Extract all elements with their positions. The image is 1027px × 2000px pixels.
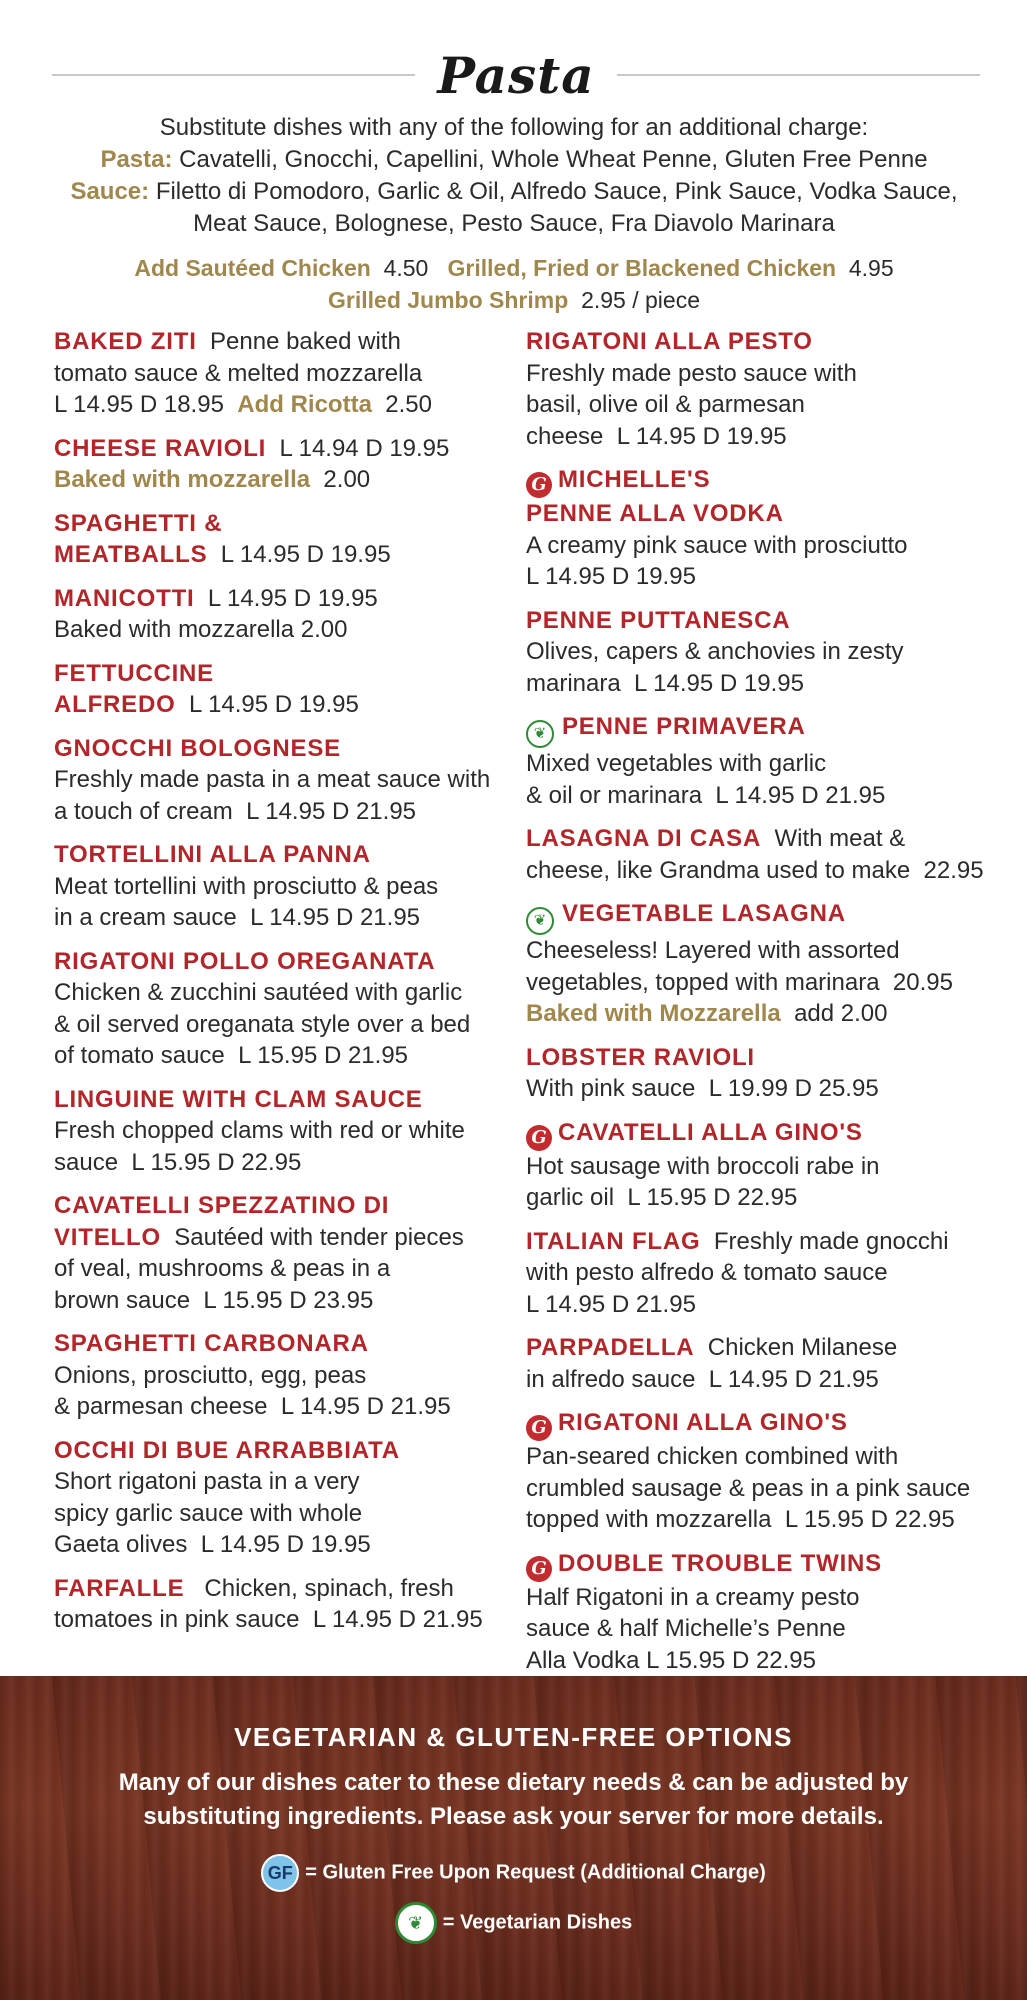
- menu-item-gnocchi-bolognese: [54, 733, 494, 828]
- sauce-options-2: Meat Sauce, Bolognese, Pesto Sauce, Fra Diavolo Marinara: [193, 210, 835, 237]
- item-desc: crumbled sausage & peas in a pink sauce: [526, 1474, 971, 1502]
- menu-item-penne-puttanesca: [526, 605, 986, 700]
- item-price: L 14.94 D 19.95: [279, 434, 450, 462]
- gino-signature-icon: G: [526, 472, 552, 498]
- menu-item-tortellini-alla-panna: [54, 839, 494, 934]
- item-price: L 14.95 D 21.95: [250, 904, 421, 931]
- item-desc: Freshly made pasta in a meat sauce with: [54, 766, 491, 793]
- item-addon-price: add 2.00: [794, 1000, 888, 1027]
- addon-jumbo-shrimp-price: 2.95 / piece: [581, 287, 700, 313]
- item-desc: Half Rigatoni in a creamy pesto: [526, 1583, 860, 1611]
- item-price: L 14.95 D 19.95: [526, 563, 696, 590]
- addon-sauteed-chicken: Add Sautéed Chicken: [134, 255, 371, 281]
- pasta-options: Cavatelli, Gnocchi, Capellini, Whole Wheat Penne, Gluten Free Penne: [179, 146, 928, 173]
- item-desc: Hot sausage with broccoli rabe in: [526, 1152, 880, 1180]
- item-price: L 15.95 D 23.95: [203, 1286, 374, 1314]
- item-desc: in a cream sauce: [54, 904, 237, 931]
- item-desc: Baked with mozzarella 2.00: [54, 616, 348, 643]
- menu-item-penne-primavera: [526, 711, 986, 811]
- item-price: L 14.95 D 19.95: [220, 541, 391, 568]
- item-desc: tomatoes in pink sauce: [54, 1606, 300, 1633]
- item-name: LASAGNA DI CASA: [526, 825, 762, 852]
- item-desc: With meat &: [774, 825, 906, 852]
- item-desc: with pesto alfredo & tomato sauce: [526, 1259, 888, 1286]
- title-divider-right: [617, 74, 980, 76]
- menu-item-farfalle: [54, 1573, 494, 1636]
- item-desc: Chicken, spinach, fresh: [204, 1574, 454, 1602]
- menu-item-spaghetti-carbonara: [54, 1328, 494, 1423]
- vegetarian-legend-text: = Vegetarian Dishes: [442, 1911, 633, 1934]
- item-desc: Fresh chopped clams with red or white: [54, 1117, 465, 1144]
- gino-signature-icon: G: [526, 1415, 552, 1441]
- sauce-options-1: Filetto di Pomodoro, Garlic & Oil, Alfredo Sauce, Pink Sauce, Vodka Sauce,: [155, 178, 958, 205]
- item-desc: & oil or marinara: [526, 781, 703, 809]
- item-price: L 14.95 D 21.95: [526, 1290, 696, 1318]
- gino-signature-icon: G: [526, 1556, 552, 1582]
- item-price: L 14.95 D 19.95: [188, 691, 359, 718]
- menu-item-penne-alla-vodka: [526, 464, 986, 593]
- item-price: L 14.95 D 19.95: [207, 584, 378, 612]
- item-desc: Alla Vodka: [526, 1646, 640, 1674]
- menu-item-rigatoni-ginos: [526, 1407, 986, 1536]
- item-desc: a touch of cream: [54, 797, 233, 825]
- item-desc: Meat tortellini with prosciutto & peas: [54, 872, 439, 900]
- dietary-options-footer: [0, 1676, 1027, 2000]
- legend-gluten-free: [0, 1854, 1027, 1892]
- vegetarian-leaf-icon: ❦: [526, 720, 554, 748]
- menu-item-linguine-clam-sauce: [54, 1084, 494, 1179]
- item-price: 22.95: [923, 856, 984, 884]
- item-price: L 15.95 D 22.95: [131, 1148, 302, 1176]
- item-name: DOUBLE TROUBLE TWINS: [558, 1549, 882, 1577]
- item-name: CHEESE RAVIOLI: [54, 434, 267, 462]
- item-addon: Add Ricotta: [237, 391, 372, 418]
- item-desc: sauce: [54, 1148, 119, 1176]
- item-price: L 15.95 D 22.95: [627, 1184, 798, 1211]
- intro-line: Substitute dishes with any of the following for an additional charge:: [159, 114, 869, 141]
- item-desc: With pink sauce: [526, 1075, 696, 1102]
- menu-item-vegetable-lasagna: [526, 898, 986, 1030]
- item-name: LINGUINE WITH CLAM SAUCE: [54, 1085, 423, 1113]
- item-desc: in alfredo sauce: [526, 1365, 696, 1393]
- addon-line-1: [60, 252, 968, 284]
- footer-description: [110, 1766, 917, 1834]
- item-desc: Penne baked with: [210, 328, 401, 355]
- item-price: L 15.95 D 22.95: [646, 1646, 817, 1674]
- item-addon: Baked with Mozzarella: [526, 1000, 781, 1027]
- item-name: BAKED ZITI: [54, 328, 197, 355]
- page-title: Pasta: [437, 45, 595, 105]
- menu-item-double-trouble-twins: [526, 1548, 986, 1677]
- item-name: GNOCCHI BOLOGNESE: [54, 734, 341, 762]
- item-desc: marinara: [526, 669, 621, 697]
- menu-column-left: [54, 326, 494, 1648]
- item-desc: sauce & half Michelle’s Penne: [526, 1615, 846, 1642]
- item-desc: A creamy pink sauce with prosciutto: [526, 531, 908, 559]
- item-desc: Freshly made gnocchi: [713, 1227, 949, 1255]
- item-price: L 14.95 D 19.95: [200, 1531, 371, 1558]
- menu-column-right: [526, 326, 986, 1688]
- item-name: PARPADELLA: [526, 1334, 695, 1361]
- item-price: L 14.95 D 19.95: [634, 669, 804, 697]
- addon-sauteed-chicken-price: 4.50: [383, 255, 429, 281]
- item-price: L 15.95 D 21.95: [238, 1042, 409, 1069]
- footer-title: VEGETARIAN & GLUTEN-FREE OPTIONS: [234, 1722, 793, 1752]
- item-name: CAVATELLI ALLA GINO'S: [558, 1118, 863, 1146]
- item-name: MICHELLE'S: [558, 466, 711, 493]
- gluten-free-legend-text: = Gluten Free Upon Request (Additional Charge): [305, 1861, 766, 1884]
- sauce-label: Sauce:: [70, 178, 150, 205]
- item-name: RIGATONI ALLA PESTO: [526, 328, 813, 355]
- menu-item-lasagna-di-casa: [526, 823, 986, 886]
- item-price: L 14.95 D 18.95: [54, 391, 224, 418]
- menu-item-baked-ziti: [54, 326, 494, 421]
- item-desc: of tomato sauce: [54, 1042, 225, 1069]
- protein-addons: [60, 252, 968, 316]
- pasta-substitutes: [60, 144, 968, 176]
- menu-item-rigatoni-pesto: [526, 326, 986, 452]
- item-addon-price: 2.50: [385, 391, 432, 418]
- item-desc: Short rigatoni pasta in a very: [54, 1468, 360, 1495]
- item-price: L 14.95 D 21.95: [280, 1393, 451, 1420]
- substitution-intro: [60, 112, 968, 240]
- item-addon: Baked with mozzarella: [54, 466, 311, 493]
- item-desc: garlic oil: [526, 1184, 615, 1211]
- item-name: VITELLO: [54, 1223, 161, 1251]
- item-desc: Mixed vegetables with garlic: [526, 750, 827, 777]
- sauce-substitutes: [60, 176, 968, 208]
- addon-grilled-chicken: Grilled, Fried or Blackened Chicken: [447, 255, 837, 281]
- menu-item-occhi-di-bue: [54, 1435, 494, 1561]
- legend-vegetarian: [0, 1902, 1027, 1944]
- item-name: VEGETABLE LASAGNA: [562, 900, 846, 927]
- addon-grilled-chicken-price: 4.95: [848, 255, 894, 281]
- item-price: L 14.95 D 19.95: [616, 422, 787, 450]
- item-desc: Gaeta olives: [54, 1531, 188, 1558]
- item-name: OCCHI DI BUE ARRABBIATA: [54, 1436, 400, 1464]
- item-price: L 14.95 D 21.95: [715, 781, 886, 809]
- menu-item-cheese-ravioli: [54, 433, 494, 496]
- item-desc: of veal, mushrooms & peas in a: [54, 1255, 391, 1282]
- item-desc: Pan-seared chicken combined with: [526, 1443, 899, 1470]
- item-name: PENNE PUTTANESCA: [526, 606, 791, 634]
- title-row: [52, 40, 980, 110]
- item-desc: basil, olive oil & parmesan: [526, 391, 805, 418]
- menu-item-lobster-ravioli: [526, 1042, 986, 1105]
- menu-item-cavatelli-ginos: [526, 1117, 986, 1214]
- item-desc: Sautéed with tender pieces: [174, 1223, 464, 1251]
- item-desc: Freshly made pesto sauce with: [526, 359, 857, 387]
- vegetarian-leaf-icon: ❦: [395, 1902, 437, 1944]
- menu-item-cavatelli-spezzatino: [54, 1190, 494, 1316]
- menu-item-fettuccine-alfredo: [54, 658, 494, 721]
- gino-signature-icon: G: [526, 1125, 552, 1151]
- item-name: SPAGHETTI CARBONARA: [54, 1330, 369, 1357]
- item-price: L 14.95 D 21.95: [312, 1606, 483, 1633]
- menu-item-manicotti: [54, 583, 494, 646]
- item-desc: cheese, like Grandma used to make: [526, 856, 911, 884]
- pasta-label: Pasta:: [100, 146, 173, 173]
- item-name: FARFALLE: [54, 1574, 185, 1602]
- footer-text-line: substituting ingredients. Please ask your server for more details.: [143, 1803, 884, 1830]
- item-name: MEATBALLS: [54, 541, 208, 568]
- item-name: PENNE PRIMAVERA: [562, 713, 806, 740]
- item-desc: & oil served oreganata style over a bed: [54, 1010, 471, 1038]
- title-divider-left: [52, 74, 415, 76]
- item-name: PENNE ALLA VODKA: [526, 500, 784, 527]
- item-price: L 19.99 D 25.95: [708, 1075, 879, 1102]
- item-name: TORTELLINI ALLA PANNA: [54, 841, 371, 868]
- item-desc: brown sauce: [54, 1286, 191, 1314]
- vegetarian-leaf-icon: ❦: [526, 907, 554, 935]
- menu-item-spaghetti-meatballs: [54, 508, 494, 571]
- item-name: LOBSTER RAVIOLI: [526, 1043, 755, 1071]
- item-desc: & parmesan cheese: [54, 1393, 268, 1420]
- item-desc: tomato sauce & melted mozzarella: [54, 359, 423, 387]
- item-name: SPAGHETTI &: [54, 509, 223, 537]
- item-price: 20.95: [892, 968, 953, 996]
- item-name: ALFREDO: [54, 691, 176, 718]
- item-desc: Cheeseless! Layered with assorted: [526, 937, 900, 964]
- item-name: ITALIAN FLAG: [526, 1227, 701, 1255]
- addon-jumbo-shrimp: Grilled Jumbo Shrimp: [328, 287, 569, 313]
- item-name: CAVATELLI SPEZZATINO DI: [54, 1192, 390, 1219]
- item-desc: Onions, prosciutto, egg, peas: [54, 1361, 367, 1389]
- item-desc: cheese: [526, 422, 604, 450]
- item-desc: vegetables, topped with marinara: [526, 968, 880, 996]
- footer-text-line: Many of our dishes cater to these dietary needs & can be adjusted by: [118, 1769, 909, 1796]
- item-name: RIGATONI ALLA GINO'S: [558, 1409, 848, 1436]
- item-price: L 14.95 D 21.95: [246, 797, 417, 825]
- item-name: RIGATONI POLLO OREGANATA: [54, 947, 436, 975]
- menu-item-rigatoni-pollo-oreganata: [54, 946, 494, 1072]
- item-desc: Olives, capers & anchovies in zesty: [526, 638, 904, 665]
- addon-line-2: [60, 284, 968, 316]
- item-desc: topped with mozzarella: [526, 1506, 772, 1533]
- item-desc: Chicken Milanese: [707, 1334, 898, 1361]
- gluten-free-icon: GF: [261, 1854, 299, 1892]
- item-desc: Chicken & zucchini sautéed with garlic: [54, 979, 463, 1006]
- item-addon-price: 2.00: [323, 466, 371, 493]
- item-name: FETTUCCINE: [54, 659, 214, 687]
- menu-item-parpadella: [526, 1332, 986, 1395]
- item-price: L 15.95 D 22.95: [784, 1506, 955, 1533]
- item-price: L 14.95 D 21.95: [708, 1365, 879, 1393]
- menu-item-italian-flag: [526, 1226, 986, 1321]
- item-name: MANICOTTI: [54, 584, 195, 612]
- item-desc: spicy garlic sauce with whole: [54, 1499, 363, 1527]
